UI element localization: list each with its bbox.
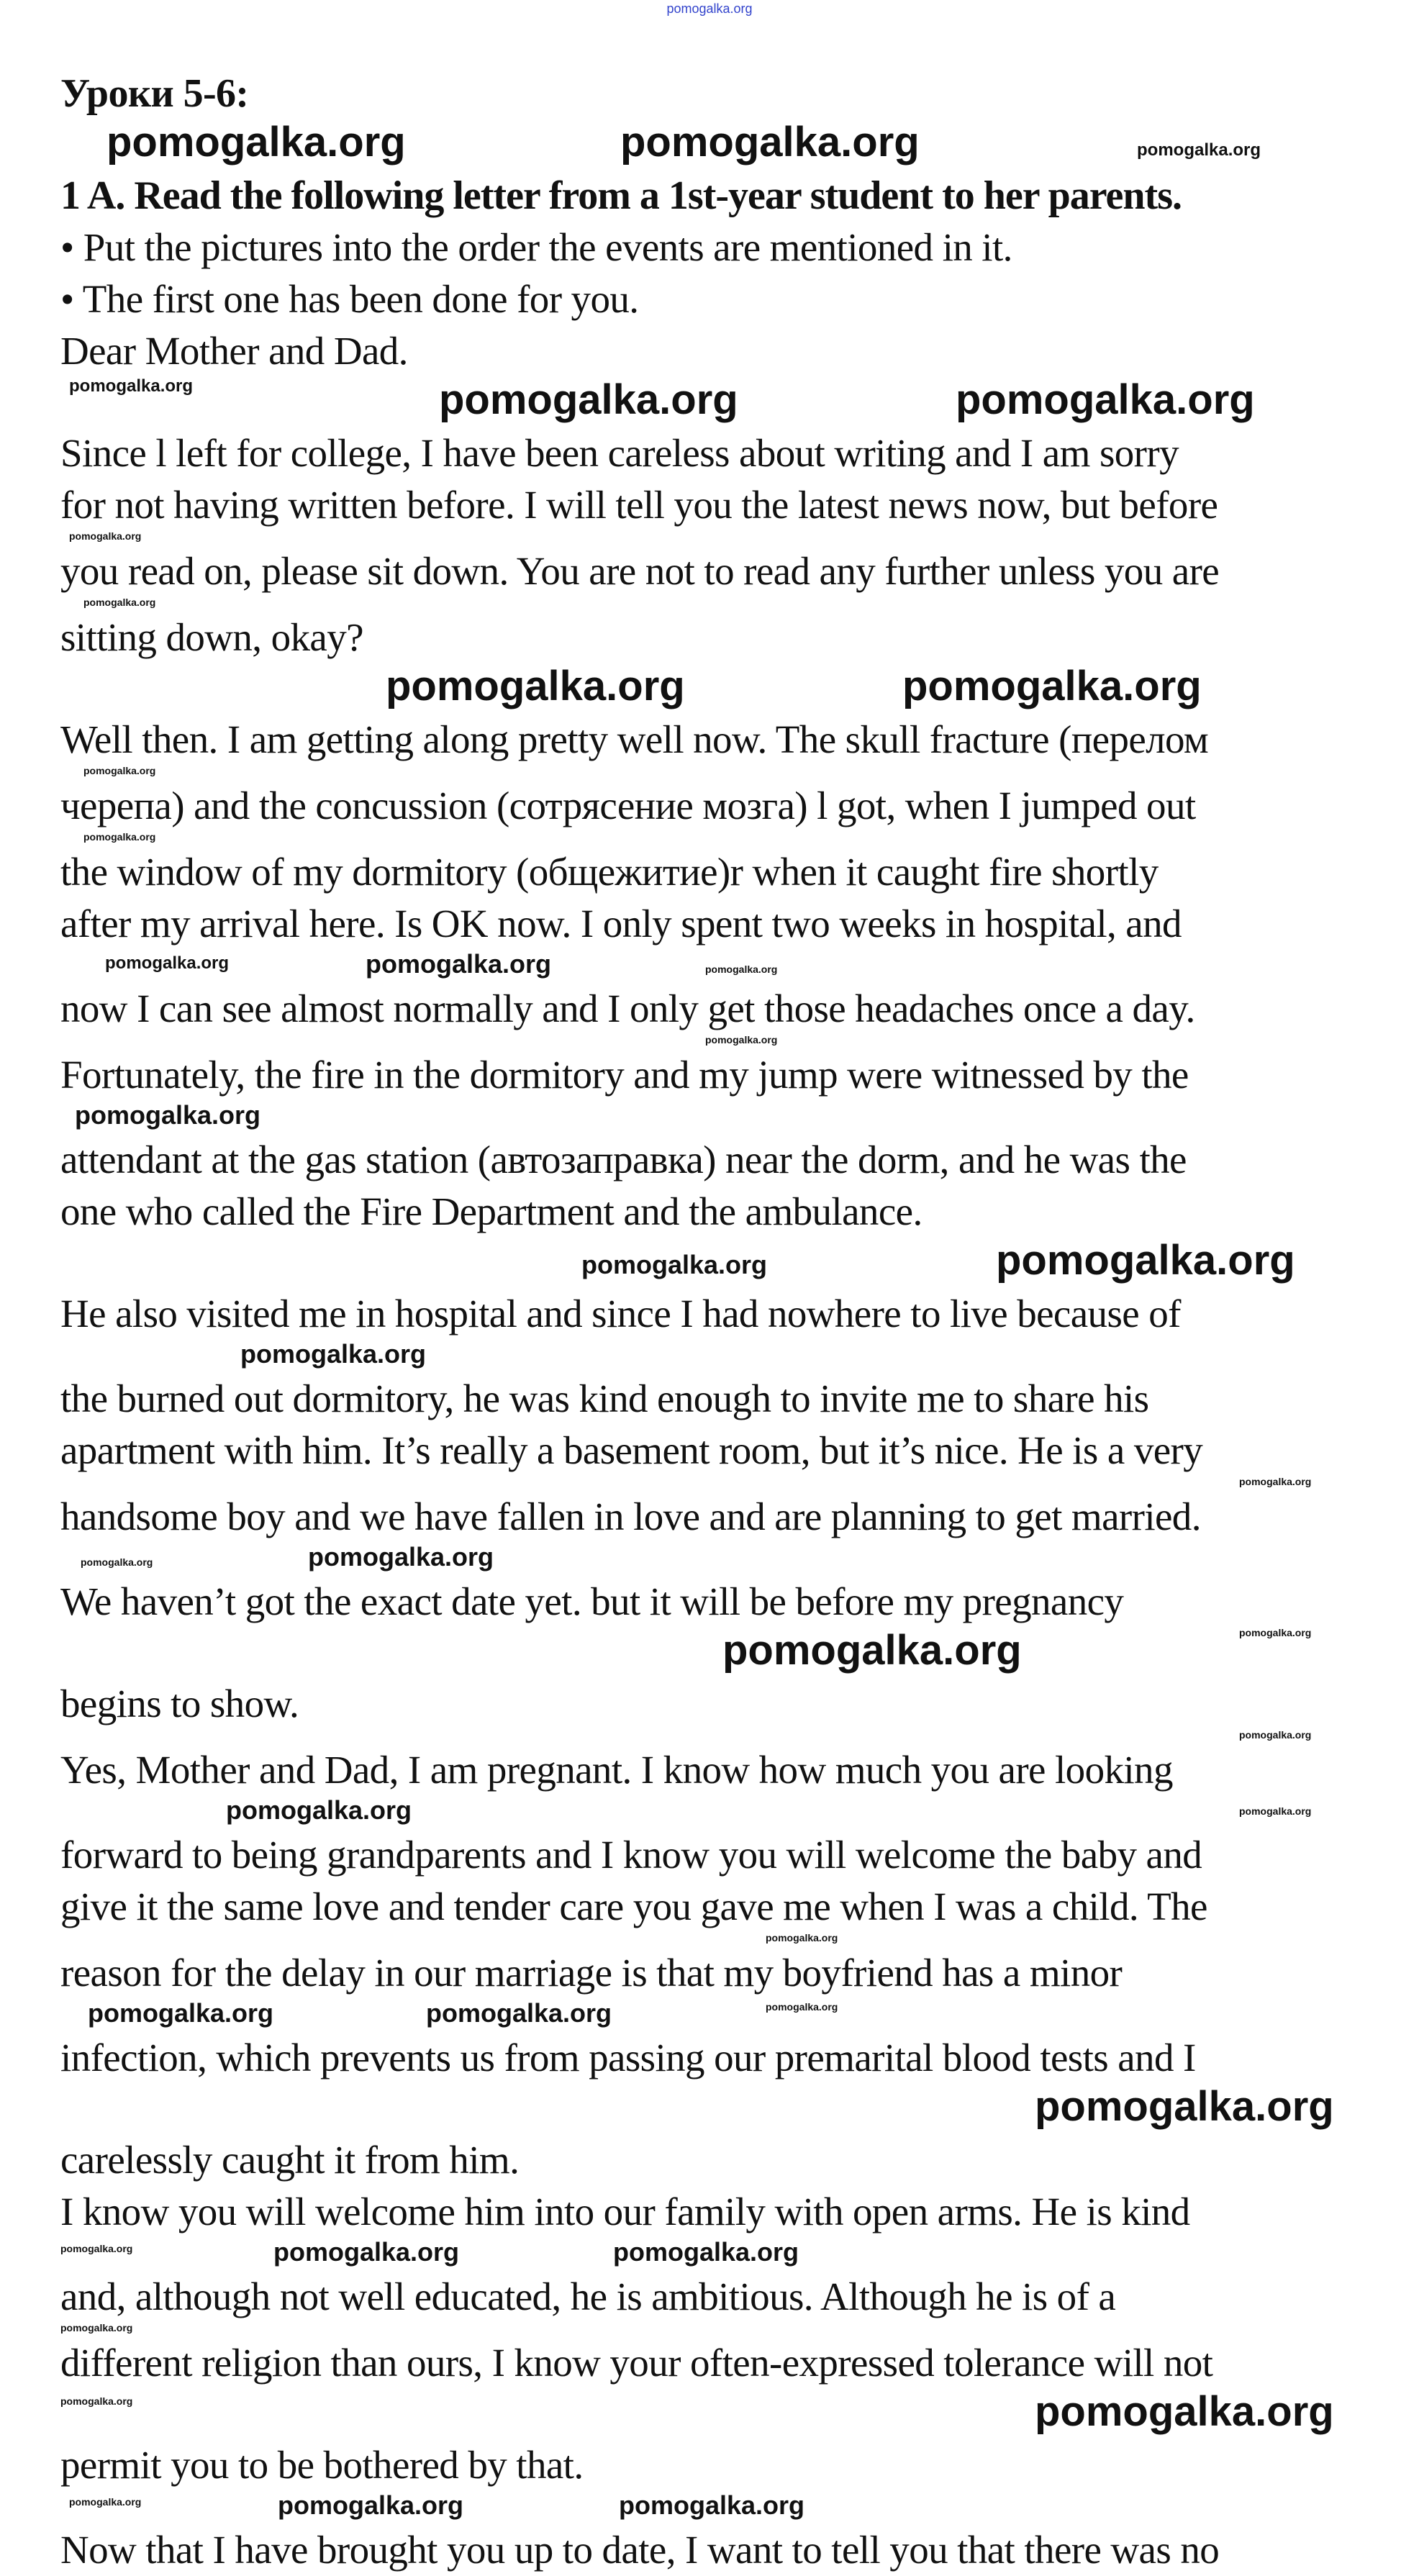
letter-line: Yes, Mother and Dad, I am pregnant. I know how much you are looking [60,1748,1173,1792]
letter-line: reason for the delay in our marriage is that my boyfriend has a minor [60,1951,1123,1995]
watermark: pomogalka.org [581,1250,768,1279]
watermark-row [0,2389,1419,2439]
instruction: • Put the pictures into the order the events are mentioned in it. [60,225,1012,269]
watermark: pomogalka.org [366,949,552,979]
watermark: pomogalka.org [69,376,194,396]
watermark-row [0,1340,1419,1373]
watermark: pomogalka.org [226,1795,412,1825]
watermark: pomogalka.org [60,2243,133,2254]
watermark: pomogalka.org [766,1932,838,1944]
watermark: pomogalka.org [1239,1805,1312,1817]
letter-line: черепа) and the concussion (сотрясение мозга) l got, when I jumped out [60,784,1196,827]
watermark-row [0,663,1419,714]
letter-line: He also visited me in hospital and since I had nowhere to live because of [60,1292,1181,1335]
watermark: pomogalka.org [619,2490,805,2520]
letter-line: infection, which prevents us from passing our premarital blood tests and I [60,2036,1196,2080]
watermark-row [0,950,1419,983]
letter-line: Fortunately, the fire in the dormitory and my jump were witnessed by the [60,1053,1189,1097]
watermark: pomogalka.org [1035,2083,1334,2130]
watermark: pomogalka.org [956,376,1255,423]
watermark: pomogalka.org [240,1339,427,1369]
letter-line: carelessly caught it from him. [60,2138,520,2182]
watermark: pomogalka.org [426,1998,612,2028]
letter-line: We haven’t got the exact date yet. but it will be before my pregnancy [60,1579,1124,1623]
watermark-row [0,1543,1419,1576]
letter-body [0,325,1419,2576]
watermark-row [0,1628,1419,1678]
letter-line: sitting down, okay? [60,615,363,659]
watermark: pomogalka.org [278,2490,464,2520]
watermark: pomogalka.org [83,765,156,776]
watermark-row [0,766,1419,780]
watermark: pomogalka.org [69,530,142,542]
instruction: • The first one has been done for you. [60,277,639,321]
letter-line: the window of my dormitory (общежитие)r when it caught fire shortly [60,850,1159,894]
watermark: pomogalka.org [273,2237,460,2267]
watermark-row [0,1477,1419,1491]
watermark: pomogalka.org [60,2395,133,2407]
watermark-row [0,1101,1419,1134]
letter-line: one who called the Fire Department and the ambulance. [60,1189,922,1233]
exercise-heading: 1 A. Read the following letter from a 1st-year student to her parents. [60,173,1182,218]
watermark: pomogalka.org [83,831,156,843]
watermark: pomogalka.org [88,1998,274,2028]
watermark: pomogalka.org [705,1034,778,1046]
watermark-row [0,1730,1419,1744]
letter-line: after my arrival here. Is OK now. I only spent two weeks in hospital, and [60,902,1182,945]
letter-line: attendant at the gas station (автозаправка) near the dorm, and he was the [60,1138,1187,1182]
watermark: pomogalka.org [386,663,685,709]
letter-line: you read on, please sit down. You are not to read any further unless you are [60,549,1220,593]
watermark: pomogalka.org [1239,1476,1312,1487]
top-watermark: pomogalka.org [666,1,753,16]
watermark-row [0,1933,1419,1947]
letter-line: now I can see almost normally and I only get those headaches once a day. [60,987,1195,1030]
letter-line: the burned out dormitory, he was kind enough to invite me to share his [60,1377,1149,1420]
letter-line: Now that I have brought you up to date, I want to tell you that there was no [60,2528,1220,2572]
letter-line: Dear Mother and Dad. [60,329,408,373]
watermark: pomogalka.org [83,597,156,608]
watermark-row [0,597,1419,612]
watermark-row [0,2084,1419,2134]
watermark: pomogalka.org [60,2322,133,2334]
letter-line: Well then. I am getting along pretty well now. The skull fracture (перелом [60,717,1209,761]
letter-line: permit you to be bothered by that. [60,2443,584,2487]
letter-line: give it the same love and tender care you gave me when I was a child. The [60,1885,1207,1928]
watermark: pomogalka.org [1239,1627,1312,1638]
watermark: pomogalka.org [106,119,406,165]
watermark: pomogalka.org [105,953,230,973]
watermark: pomogalka.org [996,1237,1295,1284]
watermark-row [0,119,1419,170]
watermark-row [0,531,1419,545]
watermark: pomogalka.org [705,963,778,975]
letter-line: I know you will welcome him into our family with open arms. He is kind [60,2190,1190,2233]
letter-line: and, although not well educated, he is ambitious. Although he is of a [60,2275,1116,2318]
letter-line: Since l left for college, I have been careless about writing and I am sorry [60,431,1179,475]
watermark: pomogalka.org [766,2001,838,2013]
watermark: pomogalka.org [902,663,1202,709]
watermark: pomogalka.org [620,119,920,165]
watermark: pomogalka.org [722,1627,1022,1674]
watermark-row [0,832,1419,846]
watermark-row [0,1999,1419,2032]
watermark: pomogalka.org [439,376,738,423]
letter-line: for not having written before. I will tell you the latest news now, but before [60,483,1218,527]
watermark-row [0,1035,1419,1049]
letter-line: handsome boy and we have fallen in love and are planning to get married. [60,1495,1201,1538]
watermark-row [0,2238,1419,2271]
watermark-row [0,1796,1419,1829]
page-title: Уроки 5-6: [60,71,249,116]
letter-line: begins to show. [60,1682,299,1725]
watermark: pomogalka.org [613,2237,799,2267]
letter-line: different religion than ours, I know your often-expressed tolerance will not [60,2341,1213,2385]
letter-line: forward to being grandparents and I know you will welcome the baby and [60,1833,1202,1877]
watermark: pomogalka.org [1239,1729,1312,1741]
watermark-row [0,1238,1419,1288]
watermark-row [0,377,1419,427]
watermark: pomogalka.org [75,1100,261,1130]
watermark-row [0,2491,1419,2524]
watermark-row [0,2323,1419,2337]
letter-line: apartment with him. It’s really a basement room, but it’s nice. He is a very [60,1428,1203,1472]
watermark: pomogalka.org [1137,140,1261,160]
watermark: pomogalka.org [69,2496,142,2508]
watermark: pomogalka.org [308,1542,494,1572]
watermark: pomogalka.org [81,1556,153,1568]
watermark: pomogalka.org [1035,2388,1334,2435]
